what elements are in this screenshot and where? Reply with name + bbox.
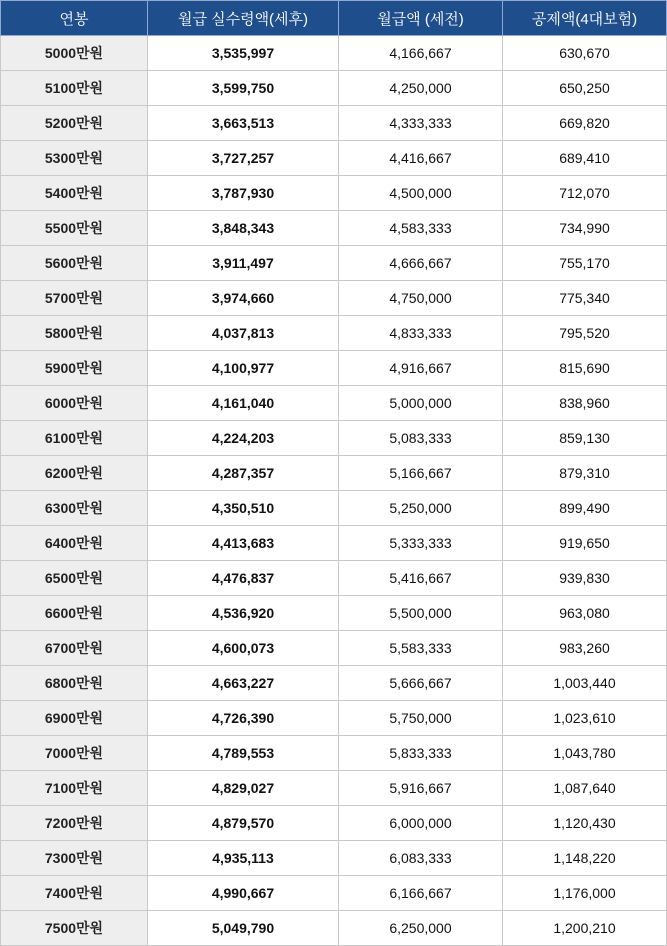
table-row [1, 281, 667, 316]
table-row [1, 491, 667, 526]
net-monthly-pay-cell: 4,935,113 [148, 841, 339, 876]
table-row [1, 701, 667, 736]
table-row [1, 736, 667, 771]
deduction-cell: 1,043,780 [503, 736, 667, 771]
gross-monthly-pay-cell: 4,916,667 [339, 351, 503, 386]
gross-monthly-pay-cell: 6,000,000 [339, 806, 503, 841]
net-monthly-pay-cell: 3,663,513 [148, 106, 339, 141]
header-deductions: 공제액(4대보험) [503, 1, 667, 36]
annual-salary-cell: 6800만원 [1, 666, 148, 701]
annual-salary-cell: 6400만원 [1, 526, 148, 561]
header-gross-monthly-pay: 월급액 (세전) [339, 1, 503, 36]
net-monthly-pay-cell: 4,536,920 [148, 596, 339, 631]
net-monthly-pay-cell: 4,726,390 [148, 701, 339, 736]
gross-monthly-pay-cell: 4,583,333 [339, 211, 503, 246]
annual-salary-cell: 7100만원 [1, 771, 148, 806]
gross-monthly-pay-cell: 5,500,000 [339, 596, 503, 631]
table-row [1, 771, 667, 806]
gross-monthly-pay-cell: 5,250,000 [339, 491, 503, 526]
annual-salary-cell: 7400만원 [1, 876, 148, 911]
net-monthly-pay-cell: 4,100,977 [148, 351, 339, 386]
deduction-cell: 1,200,210 [503, 911, 667, 946]
annual-salary-cell: 5300만원 [1, 141, 148, 176]
table-row [1, 176, 667, 211]
deduction-cell: 838,960 [503, 386, 667, 421]
net-monthly-pay-cell: 4,829,027 [148, 771, 339, 806]
deduction-cell: 795,520 [503, 316, 667, 351]
annual-salary-cell: 6200만원 [1, 456, 148, 491]
deduction-cell: 1,087,640 [503, 771, 667, 806]
net-monthly-pay-cell: 3,535,997 [148, 36, 339, 71]
net-monthly-pay-cell: 4,990,667 [148, 876, 339, 911]
deduction-cell: 963,080 [503, 596, 667, 631]
net-monthly-pay-cell: 4,350,510 [148, 491, 339, 526]
annual-salary-cell: 7500만원 [1, 911, 148, 946]
table-row [1, 911, 667, 946]
annual-salary-cell: 5100만원 [1, 71, 148, 106]
annual-salary-cell: 6600만원 [1, 596, 148, 631]
table-row [1, 841, 667, 876]
gross-monthly-pay-cell: 4,833,333 [339, 316, 503, 351]
gross-monthly-pay-cell: 4,333,333 [339, 106, 503, 141]
deduction-cell: 1,148,220 [503, 841, 667, 876]
annual-salary-cell: 6700만원 [1, 631, 148, 666]
deduction-cell: 712,070 [503, 176, 667, 211]
annual-salary-cell: 5000만원 [1, 36, 148, 71]
annual-salary-cell: 5400만원 [1, 176, 148, 211]
deduction-cell: 983,260 [503, 631, 667, 666]
table-row [1, 456, 667, 491]
net-monthly-pay-cell: 4,224,203 [148, 421, 339, 456]
deduction-cell: 899,490 [503, 491, 667, 526]
table-row [1, 876, 667, 911]
net-monthly-pay-cell: 3,727,257 [148, 141, 339, 176]
net-monthly-pay-cell: 4,476,837 [148, 561, 339, 596]
header-row [1, 1, 667, 36]
table-row [1, 421, 667, 456]
table-row [1, 36, 667, 71]
deduction-cell: 755,170 [503, 246, 667, 281]
deduction-cell: 650,250 [503, 71, 667, 106]
net-monthly-pay-cell: 5,049,790 [148, 911, 339, 946]
net-monthly-pay-cell: 3,787,930 [148, 176, 339, 211]
net-monthly-pay-cell: 4,789,553 [148, 736, 339, 771]
gross-monthly-pay-cell: 6,250,000 [339, 911, 503, 946]
annual-salary-cell: 6300만원 [1, 491, 148, 526]
net-monthly-pay-cell: 3,974,660 [148, 281, 339, 316]
gross-monthly-pay-cell: 4,416,667 [339, 141, 503, 176]
annual-salary-cell: 7300만원 [1, 841, 148, 876]
table-body [1, 36, 667, 946]
table-row [1, 246, 667, 281]
header-annual-salary: 연봉 [1, 1, 148, 36]
gross-monthly-pay-cell: 4,750,000 [339, 281, 503, 316]
net-monthly-pay-cell: 3,599,750 [148, 71, 339, 106]
annual-salary-cell: 5700만원 [1, 281, 148, 316]
gross-monthly-pay-cell: 6,166,667 [339, 876, 503, 911]
gross-monthly-pay-cell: 5,166,667 [339, 456, 503, 491]
annual-salary-cell: 7000만원 [1, 736, 148, 771]
net-monthly-pay-cell: 3,848,343 [148, 211, 339, 246]
table-row [1, 141, 667, 176]
table-row [1, 71, 667, 106]
annual-salary-cell: 6500만원 [1, 561, 148, 596]
header-net-monthly-pay: 월급 실수령액(세후) [148, 1, 339, 36]
annual-salary-cell: 7200만원 [1, 806, 148, 841]
net-monthly-pay-cell: 3,911,497 [148, 246, 339, 281]
gross-monthly-pay-cell: 4,166,667 [339, 36, 503, 71]
annual-salary-cell: 6900만원 [1, 701, 148, 736]
gross-monthly-pay-cell: 6,083,333 [339, 841, 503, 876]
gross-monthly-pay-cell: 5,333,333 [339, 526, 503, 561]
gross-monthly-pay-cell: 5,916,667 [339, 771, 503, 806]
table-row [1, 631, 667, 666]
deduction-cell: 1,176,000 [503, 876, 667, 911]
net-monthly-pay-cell: 4,663,227 [148, 666, 339, 701]
annual-salary-cell: 5200만원 [1, 106, 148, 141]
deduction-cell: 669,820 [503, 106, 667, 141]
gross-monthly-pay-cell: 4,666,667 [339, 246, 503, 281]
net-monthly-pay-cell: 4,600,073 [148, 631, 339, 666]
net-monthly-pay-cell: 4,287,357 [148, 456, 339, 491]
table-row [1, 106, 667, 141]
table-row [1, 386, 667, 421]
net-monthly-pay-cell: 4,037,813 [148, 316, 339, 351]
annual-salary-cell: 5600만원 [1, 246, 148, 281]
net-monthly-pay-cell: 4,161,040 [148, 386, 339, 421]
annual-salary-cell: 5900만원 [1, 351, 148, 386]
table-row [1, 316, 667, 351]
deduction-cell: 1,023,610 [503, 701, 667, 736]
table-row [1, 806, 667, 841]
deduction-cell: 1,120,430 [503, 806, 667, 841]
annual-salary-cell: 6000만원 [1, 386, 148, 421]
annual-salary-cell: 6100만원 [1, 421, 148, 456]
gross-monthly-pay-cell: 5,833,333 [339, 736, 503, 771]
gross-monthly-pay-cell: 5,666,667 [339, 666, 503, 701]
table-row [1, 211, 667, 246]
deduction-cell: 1,003,440 [503, 666, 667, 701]
gross-monthly-pay-cell: 5,750,000 [339, 701, 503, 736]
table-row [1, 596, 667, 631]
annual-salary-cell: 5500만원 [1, 211, 148, 246]
annual-salary-cell: 5800만원 [1, 316, 148, 351]
gross-monthly-pay-cell: 5,416,667 [339, 561, 503, 596]
deduction-cell: 815,690 [503, 351, 667, 386]
deduction-cell: 879,310 [503, 456, 667, 491]
deduction-cell: 630,670 [503, 36, 667, 71]
deduction-cell: 734,990 [503, 211, 667, 246]
net-monthly-pay-cell: 4,879,570 [148, 806, 339, 841]
gross-monthly-pay-cell: 5,583,333 [339, 631, 503, 666]
table-row [1, 351, 667, 386]
deduction-cell: 775,340 [503, 281, 667, 316]
gross-monthly-pay-cell: 4,250,000 [339, 71, 503, 106]
table-row [1, 526, 667, 561]
table-row [1, 666, 667, 701]
deduction-cell: 689,410 [503, 141, 667, 176]
net-monthly-pay-cell: 4,413,683 [148, 526, 339, 561]
gross-monthly-pay-cell: 4,500,000 [339, 176, 503, 211]
gross-monthly-pay-cell: 5,000,000 [339, 386, 503, 421]
deduction-cell: 859,130 [503, 421, 667, 456]
gross-monthly-pay-cell: 5,083,333 [339, 421, 503, 456]
deduction-cell: 939,830 [503, 561, 667, 596]
deduction-cell: 919,650 [503, 526, 667, 561]
table-row [1, 561, 667, 596]
